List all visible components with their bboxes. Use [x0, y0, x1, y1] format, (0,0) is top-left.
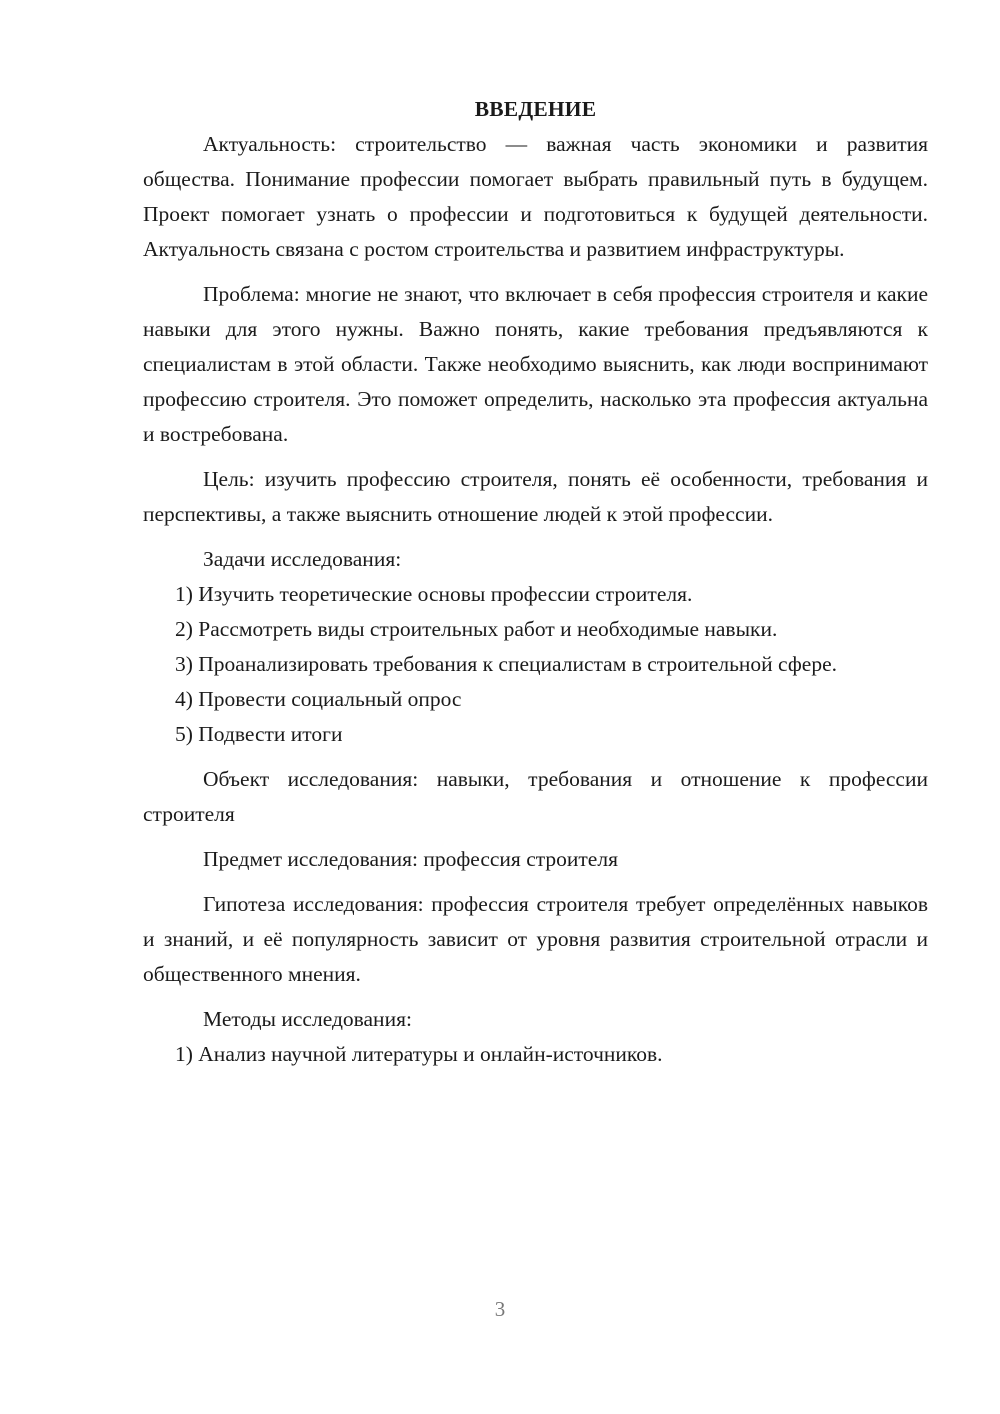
- document-page: [143, 92, 928, 1072]
- object-paragraph: Объект исследования: навыки, требования и отношение к профессии строителя: [143, 767, 928, 826]
- relevance-paragraph: Актуальность: строительство — важная часть экономики и развития общества. Понимание профессии помогает выбрать правильный путь в будущем. Проект помогает узнать о профессии и подготовиться к будущей деятельности. Актуальность связана с ростом строительства и развитием инфраструктуры.: [143, 132, 928, 261]
- task-item-4: 4) Провести социальный опрос: [175, 687, 462, 711]
- hypothesis-paragraph: Гипотеза исследования: профессия строителя требует определённых навыков и знаний, и её популярность зависит от уровня развития строительной отрасли и общественного мнения.: [143, 892, 928, 986]
- task-item-1: 1) Изучить теоретические основы профессии строителя.: [175, 582, 693, 606]
- task-item-3: 3) Проанализировать требования к специалистам в строительной сфере.: [175, 652, 837, 676]
- subject-paragraph: Предмет исследования: профессия строителя: [203, 847, 618, 871]
- task-item-2: 2) Рассмотреть виды строительных работ и необходимые навыки.: [175, 617, 778, 641]
- goal-paragraph: Цель: изучить профессию строителя, понять её особенности, требования и перспективы, а также выяснить отношение людей к этой профессии.: [143, 467, 928, 526]
- section-title: ВВЕДЕНИЕ: [474, 97, 597, 121]
- method-item-1: 1) Анализ научной литературы и онлайн-источников.: [175, 1042, 663, 1066]
- methods-heading: Методы исследования:: [203, 1007, 412, 1031]
- page-number: 3: [494, 1297, 506, 1321]
- task-item-5: 5) Подвести итоги: [175, 722, 343, 746]
- tasks-heading: Задачи исследования:: [203, 547, 402, 571]
- problem-paragraph: Проблема: многие не знают, что включает в себя профессия строителя и какие навыки для этого нужны. Важно понять, какие требования предъявляются к специалистам в этой области. Также необходимо выяснить, как люди воспринимают профессию строителя. Это поможет определить, насколько эта профессия актуальна и востребована.: [143, 282, 928, 446]
